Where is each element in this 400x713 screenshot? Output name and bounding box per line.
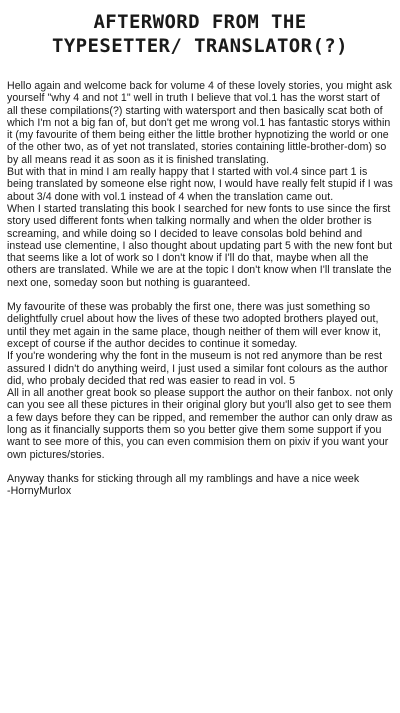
- paragraph-closing: Anyway thanks for sticking through all my ramblings and have a nice week: [7, 472, 360, 485]
- title-line-2: TYPESETTER/ TRANSLATOR(?): [52, 35, 348, 57]
- afterword-body: [7, 80, 393, 498]
- title-line-1: AFTERWORD FROM THE: [93, 11, 307, 33]
- paragraph-vol4-reason: But with that in mind I am really happy that I started with vol.4 since part 1 is being translated by someone else right now, I would have really felt stupid if I was about 3/4 done with vol.1 instead of 4 when the translation came out.: [7, 166, 393, 203]
- paragraph-intro: Hello again and welcome back for volume 4 of these lovely stories, you might ask yourself "why 4 and not 1" well in truth I believe that vol.1 has the worst start of all these compilations(?) starting with watersport and then basically scat both of which I'm not a big fan of, but don't get me wrong vol.1 has fantastic storys within it (my favourite of them being either the little brother hypnotizing the world or one of the other two, as of yet not translated, stories containing little-brother-dom) so by all means read it as soon as it is finished translating.: [7, 80, 392, 166]
- paragraph-fonts: When I started translating this book I searched for new fonts to use since the first story used different fonts when talking normally and when the older brother is screaming, and while doing so I decided to leave consolas bold behind and instead use clementine, I also thought about updating part 5 with the new font but that seems like a lot of work so I don't know if I'll do that, maybe when all the others are translated. While we are at the topic I don't know when I'll translate the next one, someday soon but nothing is guaranteed.: [7, 202, 393, 289]
- paragraph-favourite: My favourite of these was probably the first one, there was just something so delightfully cruel about how the lives of these two adopted brothers played out, until they met again in the same place, though neither of them will ever know it, except of course if the author decides to continue it someday.: [7, 301, 381, 350]
- paragraph-gap: [7, 289, 393, 301]
- paragraph-museum-font: If you're wondering why the font in the museum is not red anymore than be rest assured I didn't do anything weird, I just used a similar font colours as the author did, who probaly decided that red was easier to read in vol. 5: [7, 350, 388, 387]
- signature: -HornyMurlox: [7, 485, 72, 498]
- paragraph-support-author: All in all another great book so please support the author on their fanbox. not only can you see all these pictures in their original glory but you'll also get to see them a few days before they can be ripped, and remember the author can only draw as long as it financially supports them so you better give them some support if you want to see more of this, you can even commision them on pixiv if you want your own pictures/stories.: [7, 387, 393, 461]
- page-title: [7, 10, 393, 58]
- paragraph-gap: [7, 461, 393, 473]
